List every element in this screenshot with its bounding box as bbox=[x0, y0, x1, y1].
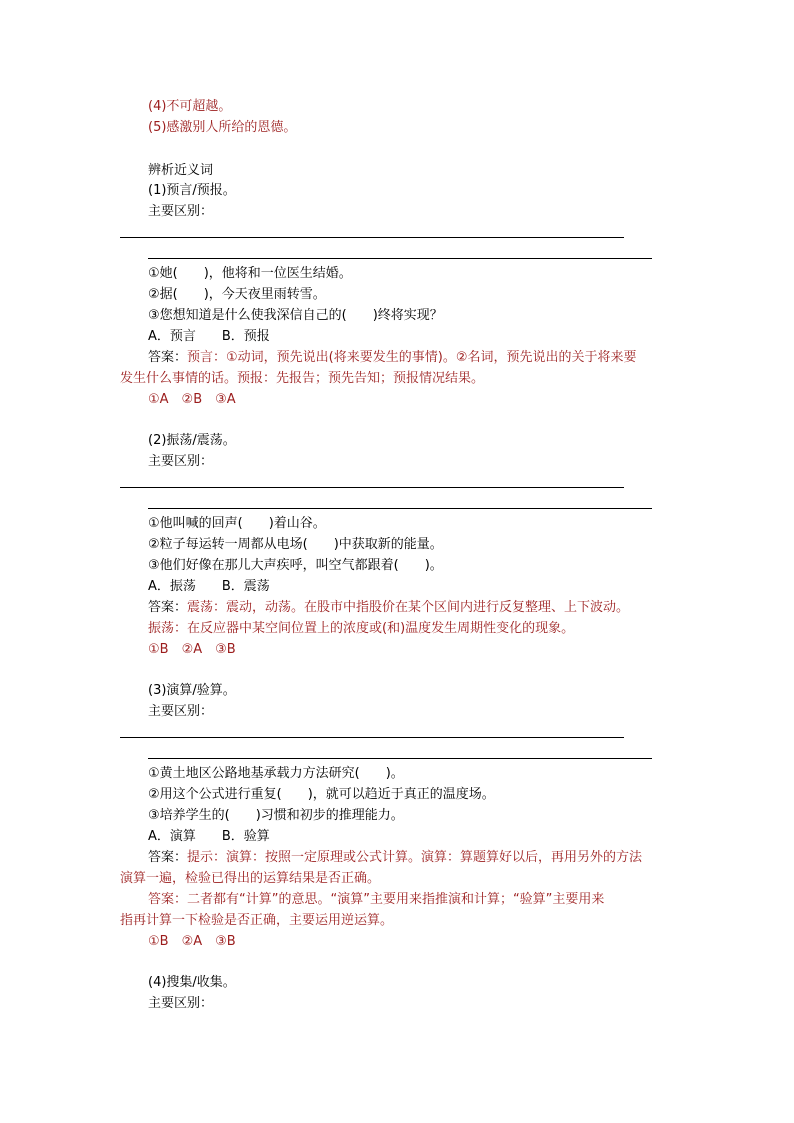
answer bbox=[148, 848, 642, 868]
answer-text: 振荡：在反应器中某空间位置上的浓度或(和)温度发生周期性变化的现象。 bbox=[148, 621, 575, 636]
answer-text: 震荡：震动，动荡。在股市中指股价在某个区间内进行反复整理、上下波动。 bbox=[187, 600, 630, 615]
options: A．振荡 B．震荡 bbox=[148, 579, 270, 594]
answer bbox=[148, 598, 629, 618]
answer-label: 答案： bbox=[148, 350, 188, 365]
group-title: (3)演算/验算。 bbox=[148, 683, 236, 698]
group-title: (2)振荡/震荡。 bbox=[148, 433, 236, 448]
item-number: (5) bbox=[148, 120, 167, 135]
answer-line bbox=[120, 237, 624, 238]
answer-key: ①A ②B ③A bbox=[148, 392, 236, 407]
item-text: 不可超越。 bbox=[166, 99, 232, 114]
question: ②粒子每运转一周都从电场( )中获取新的能量。 bbox=[148, 537, 443, 552]
list-item bbox=[148, 97, 231, 117]
answer-line bbox=[148, 758, 652, 759]
question: ③您想知道是什么使我深信自己的( )终将实现？ bbox=[148, 308, 443, 323]
answer-key: ①B ②A ③B bbox=[148, 934, 236, 949]
question: ②用这个公式进行重复( )，就可以趋近于真正的温度场。 bbox=[148, 787, 495, 802]
question: ①黄土地区公路地基承载力方法研究( )。 bbox=[148, 766, 404, 781]
answer-text: 发生什么事情的话。预报：先报告；预先告知；预报情况结果。 bbox=[120, 371, 485, 386]
main-difference-label: 主要区别： bbox=[148, 996, 214, 1011]
question: ③培养学生的( )习惯和初步的推理能力。 bbox=[148, 808, 404, 823]
answer-line bbox=[120, 487, 624, 488]
answer-key: ①B ②A ③B bbox=[148, 642, 236, 657]
answer-label: 答案： bbox=[148, 850, 188, 865]
group-title: (1)预言/预报。 bbox=[148, 183, 236, 198]
item-text: 感激别人所给的恩德。 bbox=[166, 120, 297, 135]
answer-text: 答案：二者都有“计算”的意思。“演算”主要用来指推演和计算；“验算”主要用来 bbox=[148, 892, 605, 907]
answer-text: 演算一遍，检验已得出的运算结果是否正确。 bbox=[120, 871, 381, 886]
main-difference-label: 主要区别： bbox=[148, 204, 214, 219]
answer bbox=[148, 348, 636, 368]
options: A．预言 B．预报 bbox=[148, 329, 270, 344]
question: ②据( )，今天夜里雨转雪。 bbox=[148, 287, 326, 302]
list-item bbox=[148, 118, 296, 138]
main-difference-label: 主要区别： bbox=[148, 454, 214, 469]
main-difference-label: 主要区别： bbox=[148, 704, 214, 719]
answer-line bbox=[148, 508, 652, 509]
group-title: (4)搜集/收集。 bbox=[148, 975, 236, 990]
question: ①他叫喊的回声( )着山谷。 bbox=[148, 516, 326, 531]
question: ③他们好像在那儿大声疾呼，叫空气都跟着( )。 bbox=[148, 558, 443, 573]
answer-text: 指再计算一下检验是否正确，主要运用逆运算。 bbox=[120, 913, 394, 928]
answer-label: 答案： bbox=[148, 600, 188, 615]
answer-line bbox=[148, 258, 652, 259]
section-title: 辨析近义词 bbox=[148, 163, 214, 178]
question: ①她( )，他将和一位医生结婚。 bbox=[148, 266, 352, 281]
answer-text: 预言：①动词，预先说出(将来要发生的事情)。②名词，预先说出的关于将来要 bbox=[187, 350, 637, 365]
answer-line bbox=[120, 737, 624, 738]
item-number: (4) bbox=[148, 99, 167, 114]
answer-text: 提示：演算：按照一定原理或公式计算。演算：算题算好以后，再用另外的方法 bbox=[187, 850, 643, 865]
options: A．演算 B．验算 bbox=[148, 829, 270, 844]
